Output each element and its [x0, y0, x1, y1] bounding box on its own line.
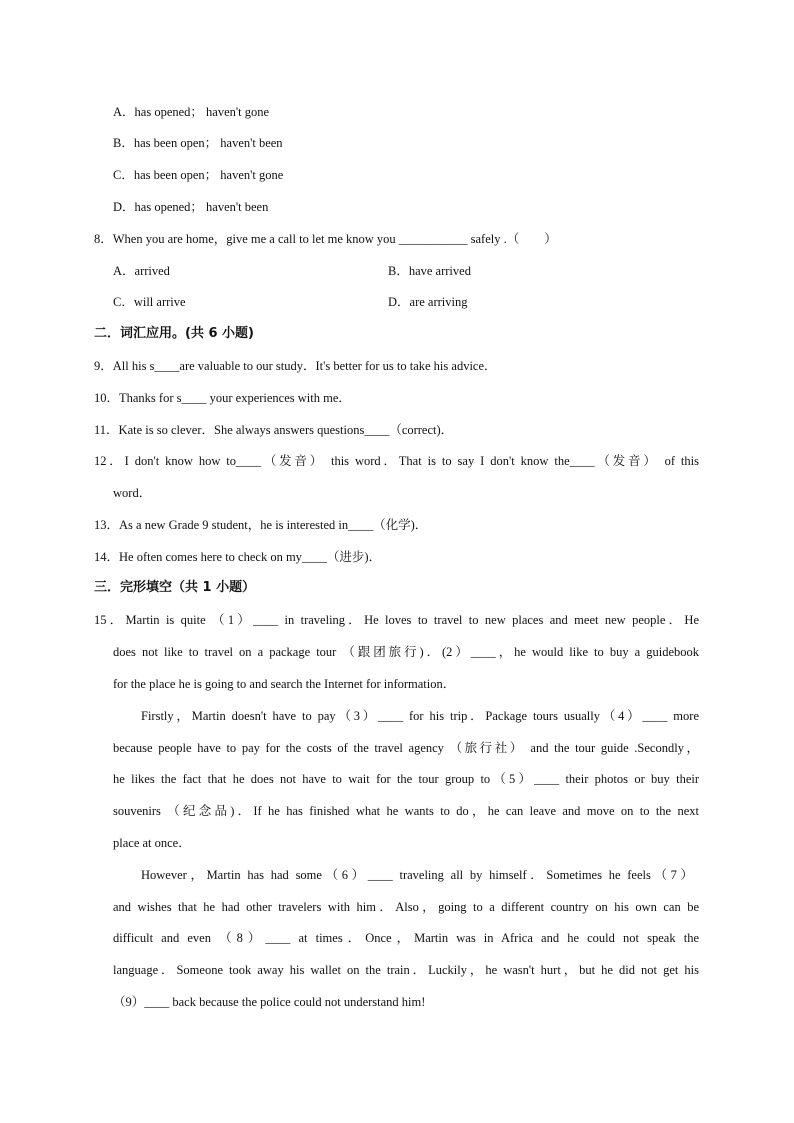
- section2-heading: 二．词汇应用。(共 6 小题): [94, 326, 254, 341]
- q9: 9．All his s____are valuable to our study．It's better for us to take his advice．: [94, 359, 497, 373]
- q8-option-d: D．are arriving: [388, 295, 468, 309]
- q8-option-b: B．have arrived: [388, 264, 471, 278]
- q8-option-a: A．arrived: [113, 264, 170, 278]
- cloze-line: he likes the fact that he does not have to wait for the tour group to（5）____ their photos or buy their: [113, 772, 699, 786]
- cloze-line: However，Martin has had some（6）____ traveling all by himself．Sometimes he feels（7）: [141, 868, 693, 882]
- q7-option-d: D．has opened； haven't been: [113, 200, 269, 214]
- cloze-line: souvenirs （纪念品)．If he has finished what he wants to do，he can leave and move on to the next: [113, 804, 699, 818]
- cloze-line: （9）____ back because the police could not understand him!: [113, 995, 426, 1009]
- q7-option-a: A．has opened； haven't gone: [113, 105, 270, 119]
- cloze-line: because people have to pay for the costs of the travel agency （旅行社） and the tour guide .Secondly，: [113, 741, 699, 755]
- q14: 14．He often comes here to check on my____（进步)．: [94, 550, 382, 564]
- q8-stem: 8．When you are home，give me a call to let me know you ___________ safely .（ ）: [94, 232, 557, 246]
- cloze-line: place at once．: [113, 836, 191, 850]
- cloze-line: Firstly，Martin doesn't have to pay（3）____ for his trip．Package tours usually（4）____ more: [141, 709, 699, 723]
- q7-option-c: C．has been open； haven't gone: [113, 168, 284, 182]
- cloze-line: difficult and even （8）____ at times．Once，Martin was in Africa and he could not speak the: [113, 931, 699, 945]
- q10: 10．Thanks for s____ your experiences with me．: [94, 391, 351, 405]
- q12-line2: word．: [113, 486, 152, 500]
- cloze-line: 15．Martin is quite （1）____ in traveling．He loves to travel to new places and meet new people．He: [94, 613, 699, 627]
- cloze-line: does not like to travel on a package tour （跟团旅行)．(2）____，he would like to buy a guidebook: [113, 645, 699, 659]
- q8-option-c: C．will arrive: [113, 295, 186, 309]
- q7-option-b: B．has been open； haven't been: [113, 136, 283, 150]
- cloze-line: language．Someone took away his wallet on the train．Luckily，he wasn't hurt，but he did not get his: [113, 963, 699, 977]
- q12-line1: 12．I don't know how to____（发音） this word．That is to say I don't know the____（发音） of this: [94, 454, 699, 468]
- cloze-line: for the place he is going to and search the Internet for information．: [113, 677, 456, 691]
- cloze-line: and wishes that he had other travelers with him．Also，going to a different country on his own can be: [113, 900, 699, 914]
- section3-heading: 三．完形填空（共 1 小题）: [94, 580, 256, 595]
- q13: 13．As a new Grade 9 student，he is interested in____（化学)．: [94, 518, 428, 532]
- q11: 11．Kate is so clever．She always answers questions____（correct)．: [94, 423, 454, 437]
